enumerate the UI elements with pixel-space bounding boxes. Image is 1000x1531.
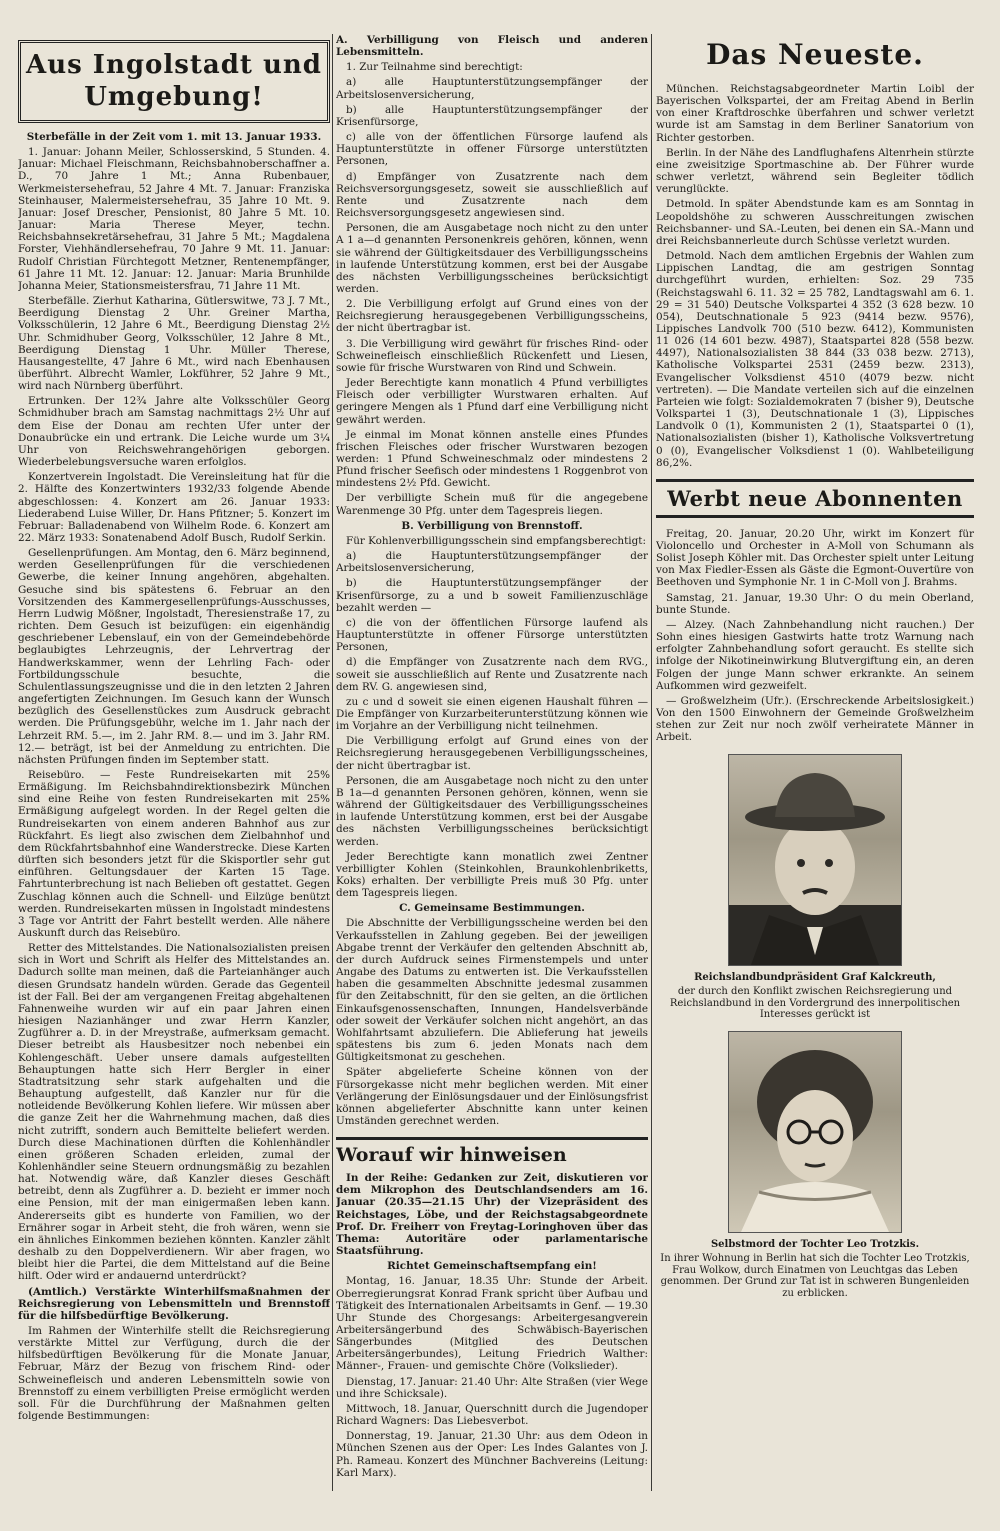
article-text: Richtet Gemeinschaftsempfang ein! bbox=[387, 1260, 597, 1273]
article-text: Reisebüro. — Feste Rundreisekarten mit 25% Ermäßigung. Im Reichsbahndirektionsbezirk München sind eine Reihe von festen Rundreisekarten mit 25% Ermäßigung aufgelegt worden. In der Regel gelten die Rundreisekarten von einem anderen Bahnhof aus zur Rückfahrt. Es liegt also zwischen dem Zielbahnhof und dem Rückfahrtsbahnhof eine Wanderstrecke. Diese Karten dürften sich besonders jetzt für die Skisportler sehr gut einführen. Geltungsdauer der Karten 15 Tage. Fahrtunterbrechung ist nach Belieben oft gestattet. Gegen Zuschlag können auch die Schnell- und Eilzüge benützt werden. Rundreisekarten müssen in Ingolstadt mindestens 3 Tage vor Antritt der Fahrt bestellt werden. Alle nähere Auskunft durch das Reisebüro. bbox=[18, 768, 330, 939]
article-text: Montag, 16. Januar, 18.35 Uhr: Stunde der Arbeit. Oberregierungsrat Konrad Frank spricht über Aufbau und Tätigkeit des Internationalen Arbeitsamts in Genf. — 19.30 Uhr Stunde des Chorgesangs: Arbeitergesangverein Arbeitersängerbund des Schwäbisch-Bayerischen Sängerbundes (Mitglied des Deutschen Arbeitersängerbundes), Leitung Friedrich Walther: Männer-, Frauen- und gemischte Chöre (Volkslieder). bbox=[336, 1275, 648, 1373]
article-heading: B. Verbilligung von Brennstoff. bbox=[401, 519, 583, 532]
article-text: Gesellenprüfungen. Am Montag, den 6. März beginnend, werden Gesellenprüfungen für die verschiedenen Gewerbe, die keiner Innung angehören, abgehalten. Gesuche sind bis spätestens 6. Februar an den Vorsitzenden des Kammergesellenprüfungs-Ausschusses, Herrn Ludwig Mößner, Ingolstadt, Theresienstraße 17, zu richten. Dem Gesuch ist beizufügen: ein eigenhändig geschriebener Lebenslauf, ein von der Gemeindebehörde beglaubigtes Lehrzeugnis, der Lehrvertrag der Handwerkskammer, wenn der Lehrling Fach- oder Fortbildungsschule besuchte, die Schulentlassungszeugnisse und die in den letzten 2 Jahren angefertigten Zeichnungen. Im Gesuch kann der Wunsch bezüglich des Gesellenstückes zum Ausdruck gebracht werden. Die Prüfungsgebühr, welche im 1. Jahr nach der Lehrzeit RM. 5.—, im 2. Jahr RM. 8.— und im 3. Jahr RM. 12.— beträgt, ist bei der Anmeldung zu entrichten. Die nächsten Prüfungen finden im September statt. bbox=[18, 547, 330, 766]
article-text: Detmold. Nach dem amtlichen Ergebnis der Wahlen zum Lippischen Landtag, die am gestrigen Sonntag durchgeführt wurden, erhielten: Soz. 29 735 (Reichstagswahl 6. 11. 32 = 25 782, Landtagswahl am 6. 1. 29 = 31 540) Deutsche Volkspartei 4 352 (3 628 bezw. 10 054), Deutschnationale 5 923 (9414 bezw. 9576), Lippisches Landvolk 700 (510 bezw. 6412), Kommunisten 11 026 (14 601 bezw. 4987), Staatspartei 828 (558 bezw. 4497), Nationalsozialisten 38 844 (33 038 bezw. 2713), Katholische Volkspartei 2531 (2459 bezw. 2313), Evangelischer Volksdienst 4510 (4079 bezw. nicht vertreten). — Die Mandate verteilen sich auf die einzelnen Parteien wie folgt: Sozialdemokraten 7 (bisher 9), Deutsche Volkspartei 1 (3), Deutschnationale 1 (3), Lippisches Landvolk 0 (1), Kommunisten 2 (1), Staatspartei 0 (1), Nationalsozialisten (bisher 1), Katholische Volksvertretung 0 (0), Evangelischer Volksdienst 1 (0). Wahlbeteiligung 86,2%. bbox=[656, 250, 974, 469]
article-text: Samstag, 21. Januar, 19.30 Uhr: O du mein Oberland, bunte Stunde. bbox=[656, 591, 974, 616]
article-text: 3. Die Verbilligung wird gewährt für frisches Rind- oder Schweinefleisch einschließlich Rückenfett und Liesen, sowie für frische Wurstwaren von Rind und Schwein. bbox=[336, 337, 648, 374]
article-text: Dienstag, 17. Januar: 21.40 Uhr: Alte Straßen (vier Wege und ihre Schicksale). bbox=[336, 1375, 648, 1400]
article-text: Retter des Mittelstandes. Die Nationalsozialisten preisen sich in Wort und Schrift als Helfer des Mittelstandes an. Dadurch sollte man meinen, daß die Parteianhänger auch diesen Grundsatz handeln würden. Gerade das Gegenteil ist der Fall. Bei der am vergangenen Freitag abgehaltenen Fahnenweihe wurden wir auf ein paar Jahren einen hiesigen Nazianhänger und zwar Herrn Kanzler, Zugführer a. D. in der Mreystraße, aufmerksam gemacht. Dieser betreibt als Hausbesitzer noch nebenbei ein Kohlengeschäft. Ueber unsere damals aufgestellten Behauptungen hatte sich Herr Bergler in einer Stadtratsitzung sehr stark aufgehalten und die Behauptung aufgestellt, daß Kanzler nur für die notleidende Bevölkerung Kohlen liefere. Wir müssen aber die ganze Zeit her die Wahrnehmung machen, daß dies nicht zutrifft, sondern auch Bemittelte beliefert werden. Durch diese Machinationen dürften die Kohlenhändler einen größeren Schaden erleiden, zumal der Kohlenhändler seine Steuern ordnungsmäßig zu bezahlen hat. Notwendig wäre, daß Kanzler dieses Geschäft betreibt, denn als Zugführer a. D. bezieht er immer noch eine Pension, mit der man einigermaßen leben kann. Andererseits gibt es hunderte von Familien, wo der Ernährer sogar in Arbeit steht, die froh wären, wenn sie ein ähnliches Einkommen beziehen könnten. Kanzler zählt deshalb zu den Doppelverdienern. Wir aber fragen, wo bleibt hier die Partei, die dem Mittelstand auf die Beine hilft. Oder wird er andauernd unterdrückt? bbox=[18, 942, 330, 1283]
portrait-photo-man bbox=[728, 754, 902, 966]
article-heading: C. Gemeinsame Bestimmungen. bbox=[399, 902, 585, 915]
article-text: 2. Die Verbilligung erfolgt auf Grund eines von der Reichsregierung herausgegebenen Verbilligungsscheins, der nicht übertragbar ist. bbox=[336, 298, 648, 335]
article-text: zu c und d soweit sie einen eigenen Haushalt führen — Die Empfänger von Kurzarbeiterunterstützung können wie im Vorjahre an der Verbilligung nicht teilnehmen. bbox=[336, 695, 648, 733]
article-text: Ertrunken. Der 12¾ Jahre alte Volksschüler Georg Schmidhuber brach am Samstag nachmittags 2½ Uhr auf dem Eise der Donau am rechten Ufer unter der Donaubrücke ein und ertrank. Die Leiche wurde um 3¼ Uhr von Reichswehrangehörigen geborgen. Wiederbelebungsversuche waren erfolglos. bbox=[18, 395, 330, 469]
photo-caption: In ihrer Wohnung in Berlin hat sich die Tochter Leo Trotzkis, Frau Wolkow, durch Einatmen von Leuchtgas das Leben genommen. Der Grund zur Tat ist in schweren Bungenleiden zu erblicken. bbox=[660, 1253, 970, 1299]
column-regulations bbox=[336, 34, 648, 1491]
photo-caption-title: Selbstmord der Tochter Leo Trotzkis. bbox=[710, 1238, 920, 1250]
article-text: — Großwelzheim (Ufr.). (Erschreckende Arbeitslosigkeit.) Von den 1500 Einwohnern der Gemeinde Großwelzheim stehen zur Zeit nur noch zwölf verheiratete Männer in Arbeit. bbox=[656, 694, 974, 744]
article-text: Personen, die am Ausgabetage noch nicht zu den unter B 1a—d genannten Personen gehören, können, wenn sie während der Gültigkeitsdauer des Verbilligungsscheines in laufende Unterstützung kommen, erst bei der Ausgabe des nächsten Verbilligungsscheines berücksichtigt werden. bbox=[336, 774, 648, 848]
article-text: — Alzey. (Nach Zahnbehandlung nicht rauchen.) Der Sohn eines hiesigen Gastwirts hatte trotz Warnung nach erfolgter Zahnbehandlung sofort geraucht. Es stellte sich infolge der Nikotineinwirkung Blutvergiftung ein, an deren Folgen der junge Mann schwer erkrankte. An seinem Aufkommen wird gezweifelt. bbox=[656, 618, 974, 692]
list-item: b) alle Hauptunterstützungsempfänger der Krisenfürsorge, bbox=[336, 103, 648, 128]
list-item: a) die Hauptunterstützungsempfänger der Arbeitslosenversicherung, bbox=[336, 550, 648, 575]
article-text: Personen, die am Ausgabetage noch nicht zu den unter A 1 a—d genannten Personenkreis gehören, können, wenn sie während der Gültigkeitsdauer des Verbilligungsscheins in laufende Unterstützung kommen, erst bei der Ausgabe des nächsten Verbilligungsscheines berücksichtigt werden. bbox=[336, 222, 648, 295]
article-text: Die Verbilligung erfolgt auf Grund eines von der Reichsregierung herausgegebenen Verbilligungsscheines, der nicht übertragbar ist. bbox=[336, 735, 648, 772]
article-text: Die Abschnitte der Verbilligungsscheine werden bei den Verkaufsstellen in Zahlung gegeben. Bei der jeweiligen Abgabe trennt der Verkäufer den geltenden Abschnitt ab, der durch Aufdruck seines Firmenstempels und unter Angabe des Datums zu entwerten ist. Die Verkaufsstellen haben die gesammelten Abschnitte jedesmal zusammen für den Zeitabschnitt, für den sie gelten, an die örtlichen Einkaufsgenossenschaften, Innungen, Handelsverbände oder soweit der Verkäufer solchen nicht angehört, an das Wohlfahrtsamt abzuliefern. Die Ablieferung hat jeweils spätestens bis zum 6. jeden Monats nach dem Gültigkeitsmonat zu geschehen. bbox=[336, 917, 648, 1064]
section-title: Worauf wir hinweisen bbox=[336, 1137, 648, 1166]
article-text: Später abgelieferte Scheine können von der Fürsorgekasse nicht mehr beglichen werden. Mit einer Verlängerung der Einlösungsdauer und der Einlösungsfrist können abgelieferter Abschnitte kann unter keinen Umständen gerechnet werden. bbox=[336, 1066, 648, 1127]
section-title: Das Neueste. bbox=[706, 38, 924, 71]
article-text: Konzertverein Ingolstadt. Die Vereinsleitung hat für die 2. Hälfte des Konzertwinters 1932/33 folgende Abende abgeschlossen: 4. Konzert am 26. Januar 1933: Liederabend Luise Willer, Dr. Hans Pfitzner; 5. Konzert im Februar: Balladenabend von Wilhelm Rode. 6. Konzert am 22. März 1933: Sonatenabend Adolf Busch, Rudolf Serkin. bbox=[18, 471, 330, 544]
article-text: Freitag, 20. Januar, 20.20 Uhr, wirkt im Konzert für Violoncello und Orchester in A-Moll von Schumann als Solist Joseph Köhler mit. Das Orchester spielt unter Leitung von Max Fiedler-Essen als Gäste die Egmont-Ouvertüre von Beethoven und Symphonie Nr. 1 in C-Moll von J. Brahms. bbox=[656, 527, 974, 589]
article-heading: (Amtlich.) Verstärkte Winterhilfsmaßnahmen der Reichsregierung von Lebensmitteln und Brennstoff für die hilfsbedürftige Bevölkerung. bbox=[18, 1285, 330, 1322]
list-item: d) die Empfänger von Zusatzrente nach dem RVG., soweit sie ausschließlich auf Rente und Zusatzrente nach dem RV. G. angewiesen sind, bbox=[336, 656, 648, 693]
article-text: Mittwoch, 18. Januar, Querschnitt durch die Jugendoper Richard Wagners: Das Liebesverbot. bbox=[336, 1402, 648, 1428]
photo-caption: der durch den Konflikt zwischen Reichsregierung und Reichslandbund in den Vordergrund des innerpolitischen Interesses gerückt ist bbox=[669, 986, 961, 1020]
article-text: Jeder Berechtigte kann monatlich zwei Zentner verbilligter Kohlen (Steinkohlen, Braunkohlenbriketts, Koks) erhalten. Der verbilligte Preis muß 30 Pfg. unter dem Tagespreis liegen. bbox=[336, 850, 648, 900]
article-text: In der Reihe: Gedanken zur Zeit, diskutieren vor dem Mikrophon des Deutschlandsenders am 16. Januar (20.35—21.15 Uhr) der Vizepräsident des Reichstages, Löbe, und der Reichstagsabgeordnete Prof. Dr. Freiherr von Freytag-Loringhoven über das Thema: Autoritäre oder parlamentarische Staatsführung. bbox=[336, 1172, 648, 1258]
article-text: 1. Zur Teilnahme sind berechtigt: bbox=[346, 61, 523, 74]
article-text: Berlin. In der Nähe des Landflughafens Altenrhein stürzte eine zweisitzige Sportmaschine ab. Der Führer wurde schwer verletzt, während sein Begleiter tödlich verunglückte. bbox=[656, 146, 974, 196]
article-text: München. Reichstagsabgeordneter Martin Loibl der Bayerischen Volkspartei, der am Freitag Abend in Berlin von einer Kraftdroschke überfahren und schwer verletzt wurde ist am Samstag in dem Berliner Sanatorium von Richter gestorben. bbox=[656, 83, 974, 144]
section-title-box bbox=[18, 40, 330, 123]
article-text: Der verbilligte Schein muß für die angegebene Warenmenge 30 Pfg. unter dem Tagespreis liegen. bbox=[336, 492, 648, 517]
list-item: b) die Hauptunterstützungsempfänger der Krisenfürsorge, zu a und b soweit Familienzuschläge bezahlt werden — bbox=[336, 577, 648, 614]
portrait-woman-icon bbox=[729, 1032, 901, 1232]
list-item: d) Empfänger von Zusatzrente nach dem Reichsversorgungsgesetz, soweit sie ausschließlich auf Rente und Zusatzrente nach dem Reichsversorgungsgesetz angewiesen sind. bbox=[336, 170, 648, 220]
photo-caption-title: Reichslandbundpräsident Graf Kalckreuth, bbox=[694, 971, 936, 983]
article-text: Für Kohlenverbilligungsschein sind empfangsberechtigt: bbox=[346, 534, 646, 547]
column-divider bbox=[332, 34, 333, 1491]
column-latest-news bbox=[656, 34, 974, 1491]
column-divider bbox=[651, 34, 652, 1491]
article-text: Sterbefälle. Zierhut Katharina, Gütlerswitwe, 73 J. 7 Mt., Beerdigung Dienstag 2 Uhr. Greiner Martha, Volksschülerin, 12 Jahre 6 Mt., Beerdigung Dienstag 2½ Uhr. Schmidhuber Georg, Volksschüler, 12 Jahre 8 Mt., Beerdigung Dienstag 1 Uhr. Müller Therese, Hausangestellte, 47 Jahre 6 Mt., wird nach Ebenhausen überführt. Albrecht Wamler, Lokführer, 52 Jahre 9 Mt., wird nach Nürnberg überführt. bbox=[18, 295, 330, 393]
subscription-banner: Werbt neue Abonnenten bbox=[656, 479, 974, 518]
portrait-photo-woman bbox=[728, 1031, 902, 1233]
list-item: c) die von der öffentlichen Fürsorge laufend als Hauptunterstützte in offener Fürsorge unterstützten Personen, bbox=[336, 616, 648, 654]
article-text: 1. Januar: Johann Meiler, Schlosserskind, 5 Stunden. 4. Januar: Michael Fleischmann, Reichsbahnoberschaffner a. D., 70 Jahre 1 Mt.; Anna Rubenbauer, Werkmeistersehefrau, 52 Jahre 4 Mt. 7. Januar: Franziska Steinhauser, Malermeistersehefrau, 35 Jahre 10 Mt. 9. Januar: Josef Drescher, Pensionist, 80 Jahre 5 Mt. 10. Januar: Maria Therese Meyer, techn. Reichsbahnsekretärsehefrau, 31 Jahre 5 Mt.; Magdalena Forster, Viehhändlersehefrau, 70 Jahre 9 Mt. 11. Januar: Rudolf Christian Fürchtegott Metzner, Rentenempfänger, 61 Jahre 11 Mt. 12. Januar: 12. Januar: Maria Brunhilde Johanna Meier, Stationsmeistersfrau, 71 Jahre 11 Mt. bbox=[18, 146, 330, 292]
section-title: Aus Ingolstadt und Umgebung! bbox=[26, 50, 322, 112]
list-item: a) alle Hauptunterstützungsempfänger der Arbeitslosenversicherung, bbox=[336, 76, 648, 101]
article-text: Im Rahmen der Winterhilfe stellt die Reichsregierung verstärkte Mittel zur Verfügung, durch die der hilfsbedürftigen Bevölkerung für die Monate Januar, Februar, März der Bezug von frischem Rind- oder Schweinefleisch und anderen Lebensmitteln sowie von Brennstoff zu einem verbilligten Preise ermöglicht werden soll. Für die Durchführung der Maßnahmen gelten folgende Bestimmungen: bbox=[18, 1325, 330, 1423]
article-text: Je einmal im Monat können anstelle eines Pfundes frischen Fleisches oder frischer Wurstwaren bezogen werden: 1 Pfund Schweineschmalz oder mindestens 2 Pfund frischer Seefisch oder mindestens 1 Roggenbrot von mindestens 2½ Pfd. Gewicht. bbox=[336, 428, 648, 490]
article-text: Detmold. In später Abendstunde kam es am Sonntag in Leopoldshöhe zu schweren Ausschreitungen zwischen Reichsbanner- und SA.-Leuten, bei denen ein SA.-Mann und drei Reichsbannerleute durch Schüsse verletzt wurden. bbox=[656, 198, 974, 247]
article-heading: A. Verbilligung von Fleisch und anderen Lebensmitteln. bbox=[336, 34, 648, 59]
article-text: Jeder Berechtigte kann monatlich 4 Pfund verbilligtes Fleisch oder verbilligter Wurstwaren erhalten. Auf geringere Mengen als 1 Pfund darf eine Verbilligung nicht gewährt werden. bbox=[336, 377, 648, 426]
article-text: Donnerstag, 19. Januar, 21.30 Uhr: aus dem Odeon in München Szenen aus der Oper: Les Indes Galantes von J. Ph. Rameau. Konzert des Münchner Bachvereins (Leitung: Karl Marx). bbox=[336, 1430, 648, 1479]
list-item: c) alle von der öffentlichen Fürsorge laufend als Hauptunterstützte in offener Fürsorge unterstützten Personen, bbox=[336, 131, 648, 168]
column-local-news bbox=[18, 34, 330, 1491]
article-heading: Sterbefälle in der Zeit vom 1. mit 13. Januar 1933. bbox=[26, 131, 322, 143]
portrait-man-icon bbox=[729, 755, 901, 965]
